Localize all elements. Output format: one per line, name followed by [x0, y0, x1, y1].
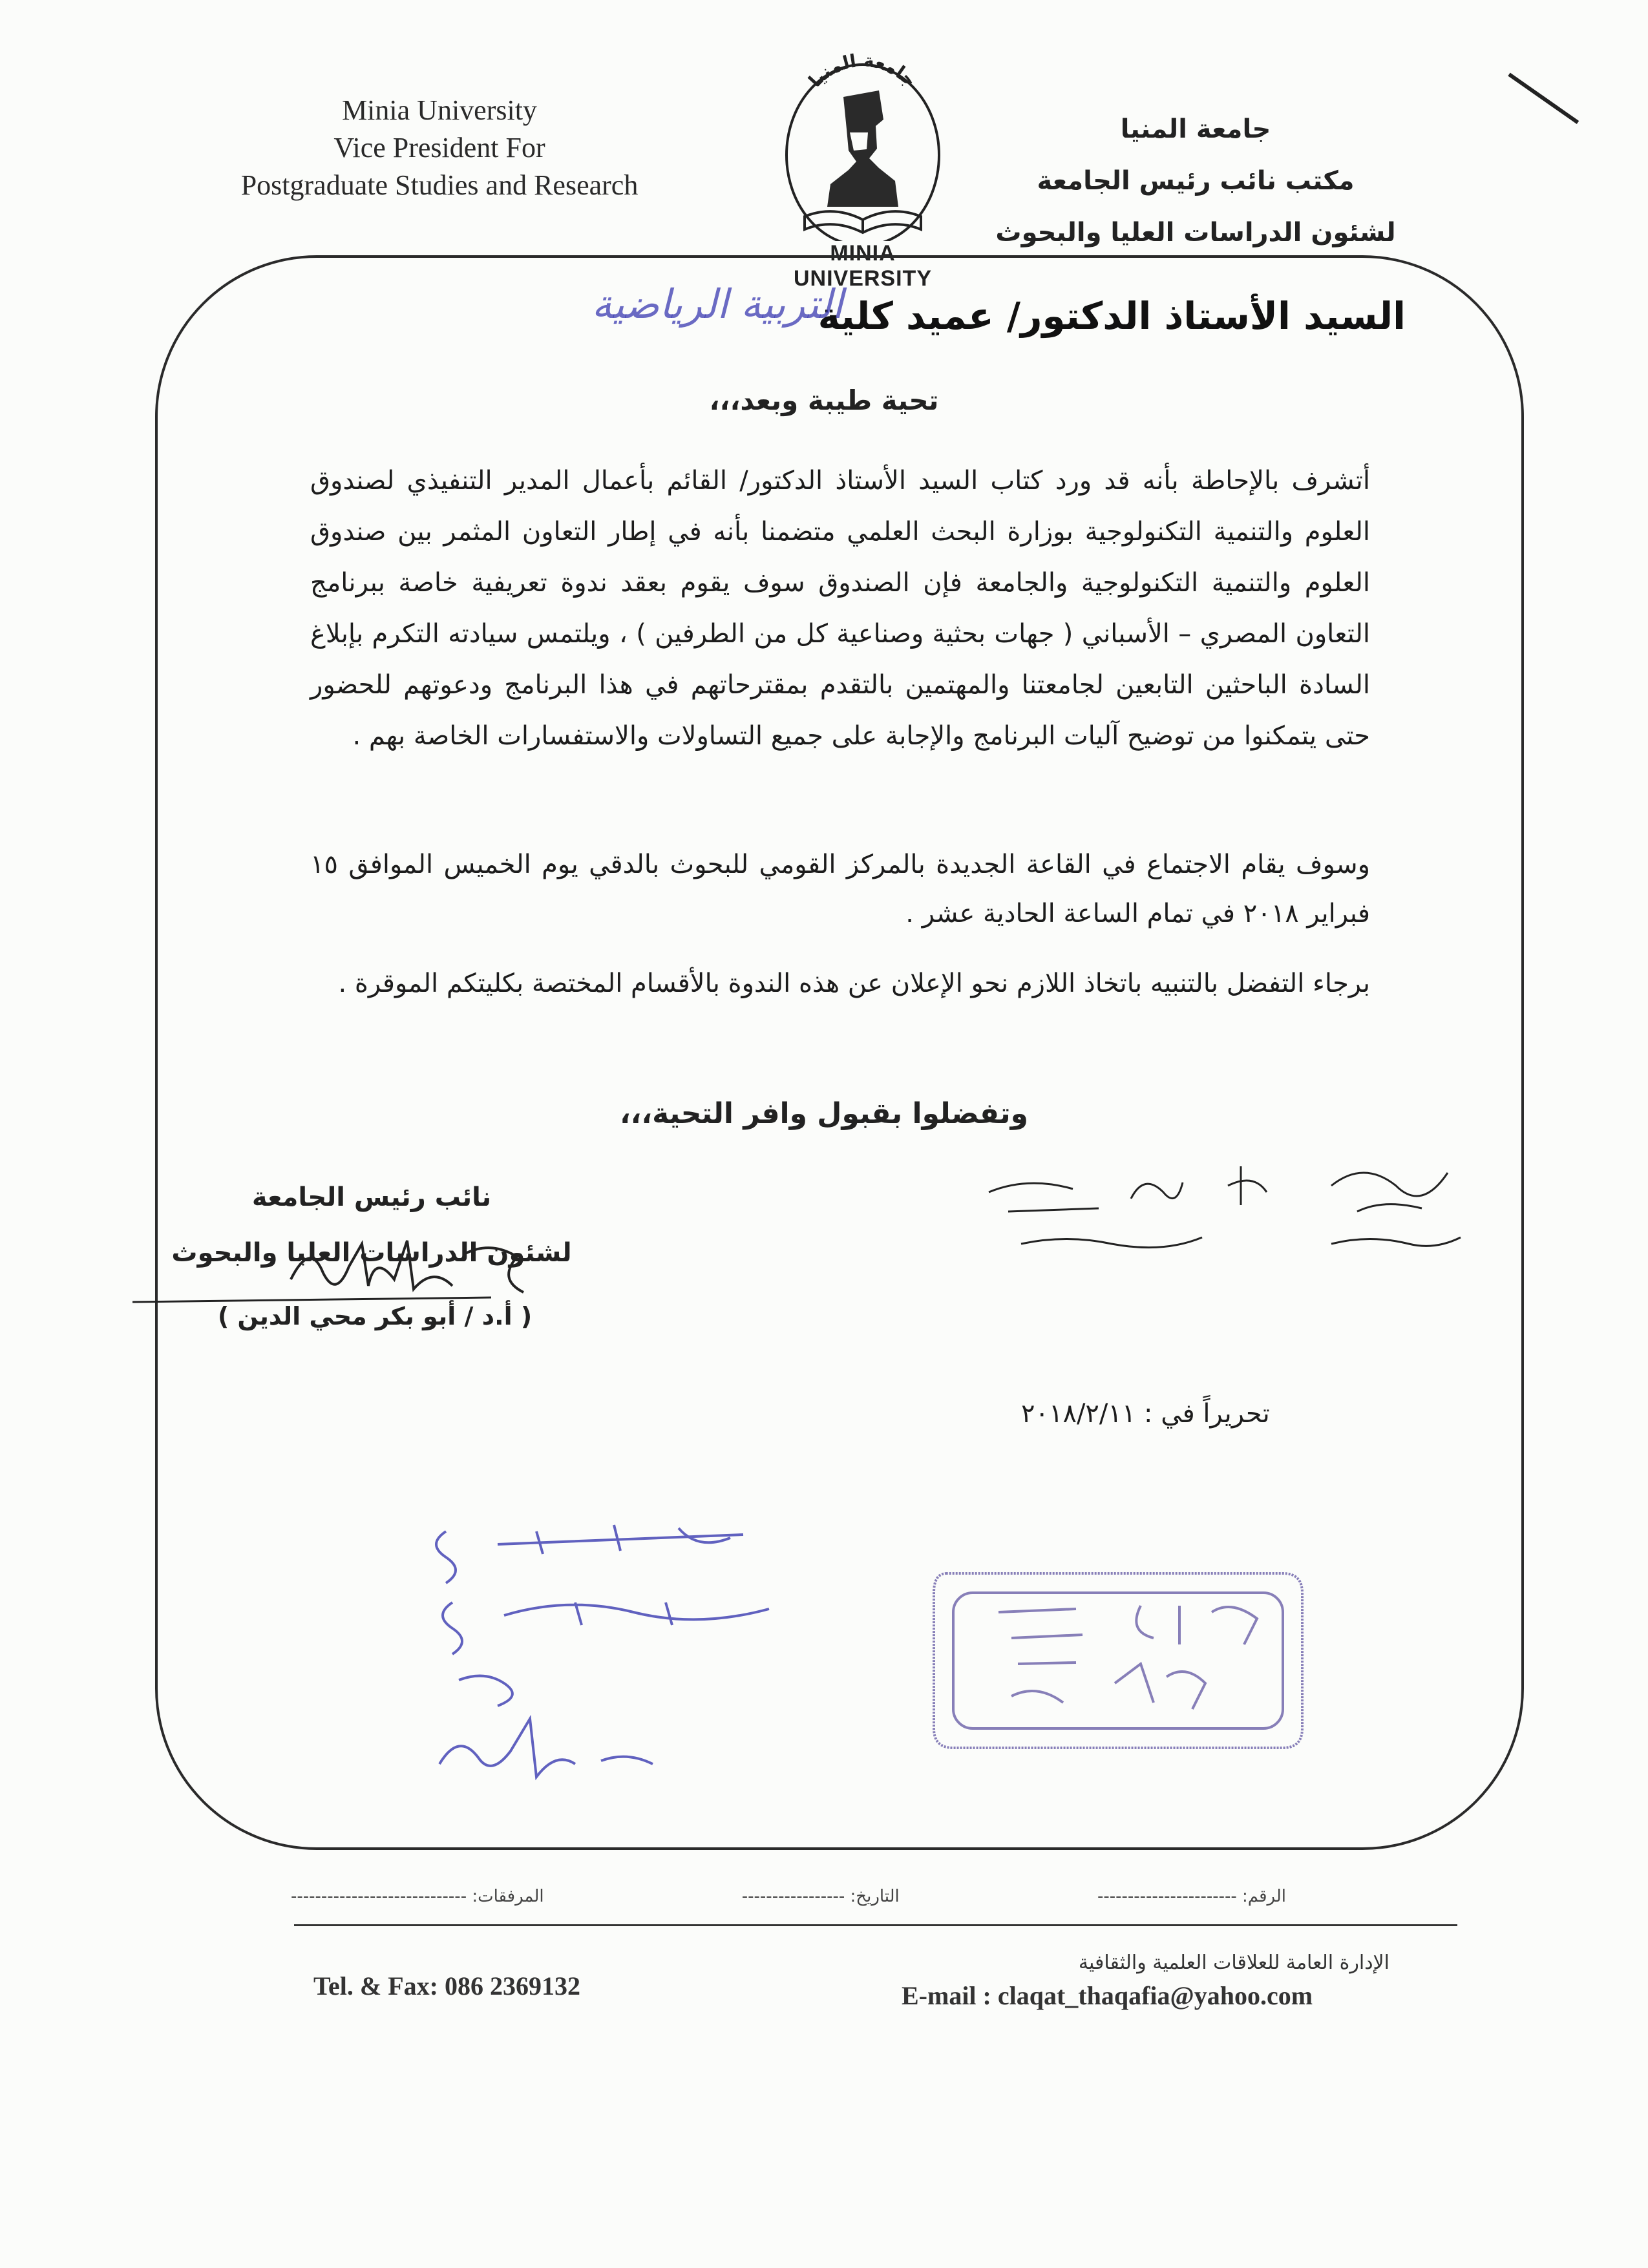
header-ar-line-1: جامعة المنيا [1120, 114, 1271, 144]
addressee-line: السيد الأستاذ الدكتور/ عميد كلية [818, 294, 1406, 338]
footer-divider [294, 1924, 1457, 1926]
body-paragraph-2: وسوف يقام الاجتماع في القاعة الجديدة بالمركز القومي للبحوث بالدقي يوم الخميس الموافق ١٥ فبراير ٢٠١٨ في تمام الساعة الحادية عشر . [310, 850, 1370, 929]
handwritten-note [407, 1506, 808, 1809]
header-arabic [969, 103, 1422, 258]
official-stamp [908, 1554, 1328, 1767]
handwritten-faculty-text: التربية الرياضية [591, 280, 843, 328]
logo-caption: MINIA UNIVERSITY [763, 241, 963, 291]
greeting: تحية طيبة وبعد،،، [709, 384, 939, 416]
footer-department: الإدارة العامة للعلاقات العلمية والثقافية [1078, 1951, 1389, 1974]
written-on-date: تحريراً في : ٢٠١٨/٢/١١ [1021, 1399, 1270, 1429]
footer-attachments-field: المرفقات: ----------------------------- [291, 1887, 544, 1906]
corner-pen-mark [1508, 73, 1579, 124]
header-en-line-1: Minia University [342, 94, 537, 126]
logo-arc-text: جامعة المنيا [804, 49, 921, 92]
header-en-line-2: Vice President For [333, 132, 545, 163]
svg-text:جامعة المنيا [804, 50, 921, 92]
closing-salutation: وتفضلوا بقبول وافر التحية،،، [619, 1097, 1029, 1130]
body-paragraph-3: برجاء التفضل بالتنبيه باتخاذ اللازم نحو الإعلان عن هذه الندوة بالأقسام المختصة بكليتكم الموقرة . [338, 969, 1370, 998]
handwritten-faculty-name [549, 271, 885, 342]
footer-reference-fields [291, 1887, 1286, 1906]
footer-date-field: التاريخ: ----------------- [741, 1887, 900, 1906]
handwritten-initials [969, 1147, 1486, 1270]
header-en-line-3: Postgraduate Studies and Research [240, 169, 639, 201]
footer-email: E-mail : claqat_thaqafia@yahoo.com [902, 1981, 1313, 2010]
body-paragraph-1: أتشرف بالإحاطة بأنه قد ورد كتاب السيد الأستاذ الدكتور/ القائم بأعمال المدير التنفيذي لصندوق العلوم والتنمية التكنولوجية بوزارة البحث العلمي متضمنا بأنه في إطار التعاون المثمر بين صندوق العلوم والتنمية التكنولوجية والجامعة فإن الصندوق سوف يقوم بعقد ندوة تعريفية خاصة ببرنامج التعاون المصري – الأسباني ( جهات بحثية وصناعية كل من الطرفين ) ، ويلتمس سيادته التكرم بإبلاغ السادة الباحثين التابعين لجامعتنا والمهتمين بالتقدم بمقترحاتهم في هذا البرنامج ودعوتهم للحضور حتى يتمكنوا من توضيح آليات البرنامج والإجابة على جميع التساولات والاستفسارات الخاصة بهم . [310, 466, 1370, 751]
signatory-name: ( أ.د / أبو بكر محي الدين ) [217, 1302, 533, 1330]
header-ar-line-3: لشئون الدراسات العليا والبحوث [995, 218, 1396, 247]
header-english [194, 92, 685, 204]
footer-number-field: الرقم: ----------------------- [1097, 1887, 1286, 1906]
university-logo [766, 36, 960, 275]
header-ar-line-2: مكتب نائب رئيس الجامعة [1037, 166, 1355, 196]
signatory-title-line-2: لشئون الدراسات العليا والبحوث [171, 1238, 572, 1268]
footer-telephone: Tel. & Fax: 086 2369132 [313, 1971, 580, 2000]
signatory-title-line-1: نائب رئيس الجامعة [251, 1182, 492, 1212]
